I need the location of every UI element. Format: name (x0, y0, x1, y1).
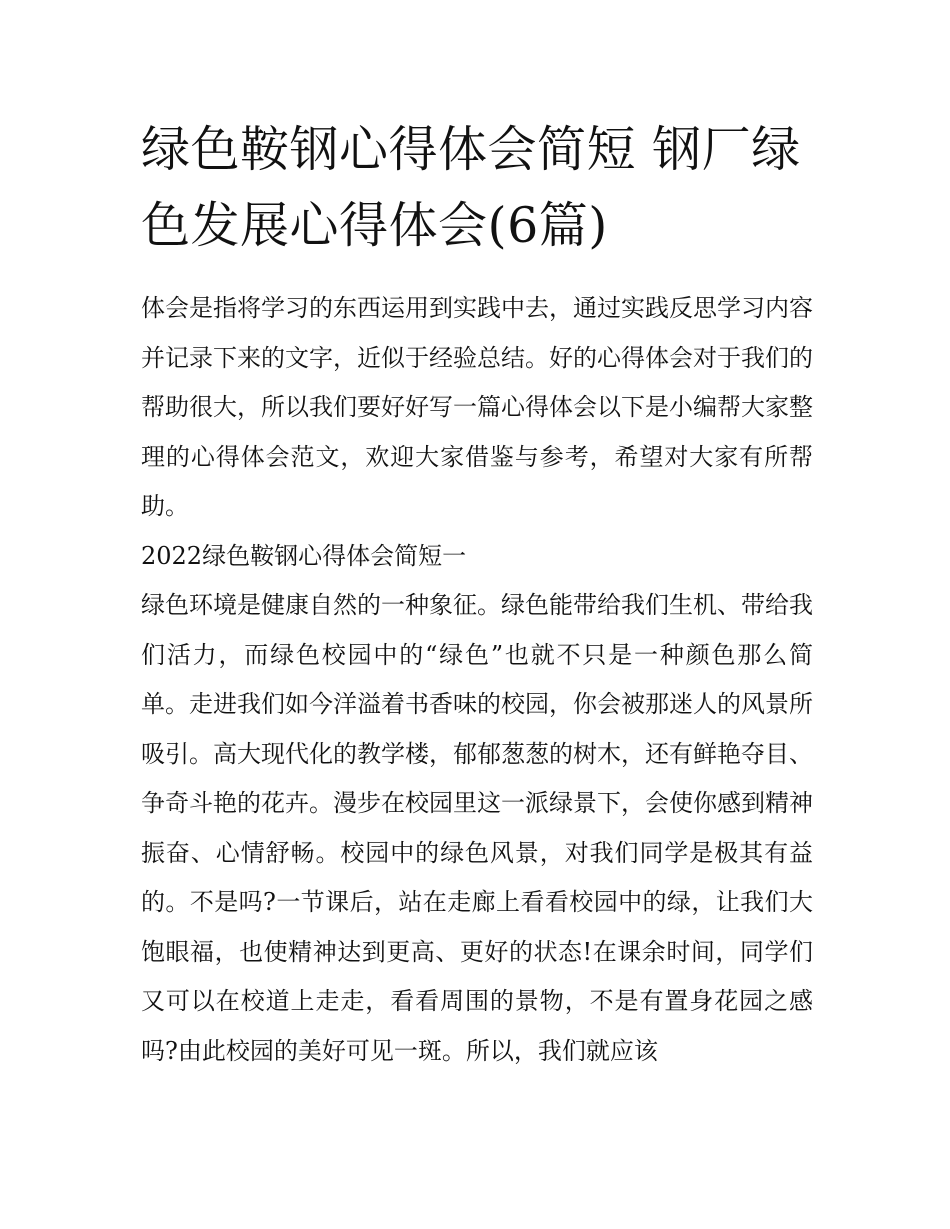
document-title: 绿色鞍钢心得体会简短 钢厂绿色发展心得体会(6篇) (141, 121, 801, 254)
body-paragraph: 绿色环境是健康自然的一种象征。绿色能带给我们生机、带给我们活力，而绿色校园中的“绿色”也就不只是一种颜色那么简单。走进我们如今洋溢着书香味的校园，你会被那迷人的风景所吸引。高大现代化的教学楼，郁郁葱葱的树木，还有鲜艳夺目、争奇斗艳的花卉。漫步在校园里这一派绿景下，会使你感到精神振奋、心情舒畅。校园中的绿色风景，对我们同学是极其有益的。不是吗?一节课后，站在走廊上看看校园中的绿，让我们大饱眼福，也使精神达到更高、更好的状态!在课余时间，同学们又可以在校道上走走，看看周围的景物，不是有置身花园之感吗?由此校园的美好可见一斑。所以，我们就应该 (141, 591, 813, 1065)
section-heading: 2022绿色鞍钢心得体会简短一 (141, 541, 467, 570)
intro-paragraph: 体会是指将学习的东西运用到实践中去，通过实践反思学习内容并记录下来的文字，近似于经验总结。好的心得体会对于我们的帮助很大，所以我们要好好写一篇心得体会以下是小编帮大家整理的心得体会范文，欢迎大家借鉴与参考，希望对大家有所帮助。 (141, 294, 813, 520)
document-content (141, 112, 813, 1076)
